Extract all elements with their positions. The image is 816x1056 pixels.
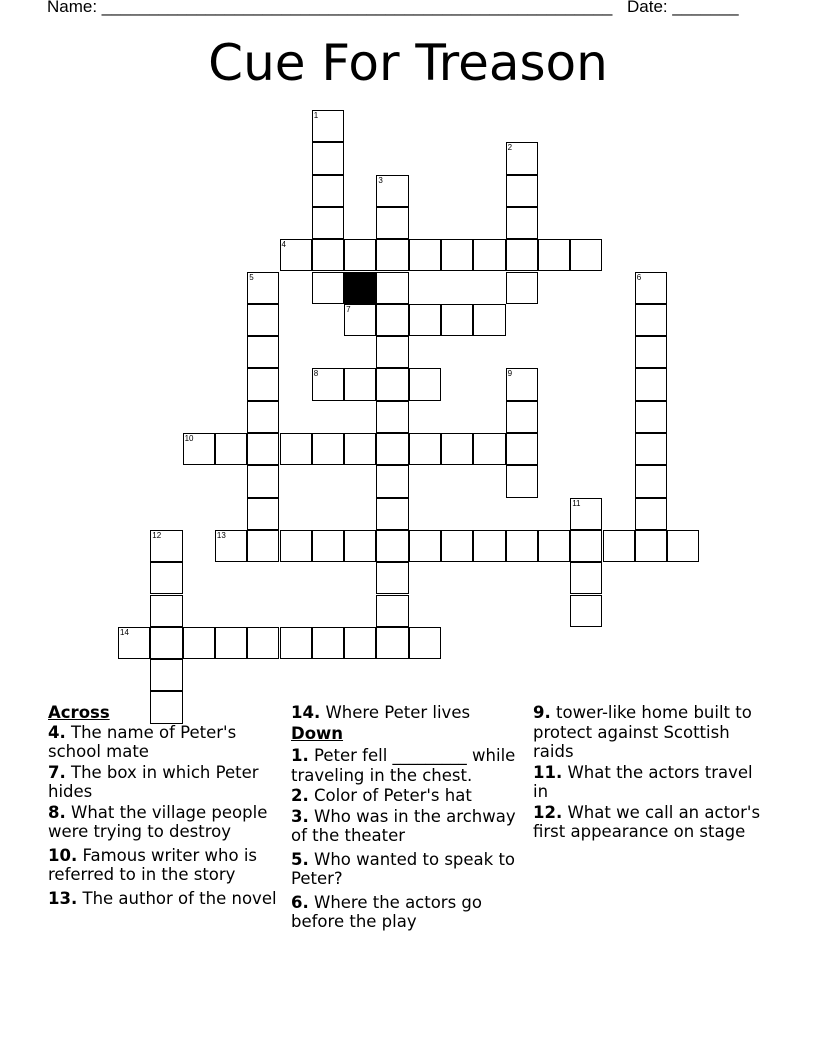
clue-number: 10 [184, 434, 194, 443]
grid-cell[interactable] [538, 530, 570, 562]
grid-cell[interactable] [376, 433, 408, 465]
grid-cell[interactable] [344, 530, 376, 562]
down-heading: Down [291, 723, 344, 743]
grid-cell[interactable] [409, 627, 441, 659]
grid-cell[interactable] [280, 627, 312, 659]
grid-cell[interactable] [183, 433, 215, 465]
grid-cell[interactable] [312, 368, 344, 400]
puzzle-title: Cue For Treason [208, 34, 608, 92]
grid-cell[interactable] [215, 530, 247, 562]
clue-column-3 [533, 703, 765, 843]
grid-cell[interactable] [312, 142, 344, 174]
clue-across-14: 14. Where Peter lives [291, 703, 471, 722]
clue-across-8: 8. What the village people were trying to destroy [48, 802, 268, 841]
grid-cell[interactable] [635, 401, 667, 433]
clue-number: 4 [281, 240, 286, 250]
clue-number: 1 [313, 111, 319, 120]
grid-cell[interactable] [247, 304, 279, 336]
clue-number: 7 [346, 304, 351, 314]
grid-cell[interactable] [344, 368, 376, 400]
grid-cell[interactable] [667, 530, 699, 562]
grid-cell[interactable] [409, 530, 441, 562]
grid-cell[interactable] [118, 627, 150, 659]
date-field-label: Date: _______ [627, 0, 739, 16]
grid-cell[interactable] [570, 530, 602, 562]
grid-cell[interactable] [506, 175, 538, 207]
grid-cell[interactable] [506, 368, 538, 400]
grid-cell[interactable] [247, 272, 279, 304]
grid-cell[interactable] [570, 562, 602, 594]
grid-cell[interactable] [312, 530, 344, 562]
grid-cell[interactable] [215, 433, 247, 465]
clue-across-10: 10. Famous writer who is referred to in the story [48, 845, 258, 884]
grid-cell[interactable] [376, 207, 408, 239]
grid-cell[interactable] [635, 368, 667, 400]
clue-across-7: 7. The box in which Peter hides [48, 762, 259, 801]
clue-down-3: 3. Who was in the archway of the theater [291, 806, 516, 845]
clue-number: 9 [507, 369, 513, 379]
clue-number: 3 [378, 175, 383, 185]
grid-cell[interactable] [376, 627, 408, 659]
clue-down-12: 12. What we call an actor's first appearance on stage [533, 802, 761, 841]
grid-cell[interactable] [441, 530, 473, 562]
grid-cell[interactable] [473, 433, 505, 465]
grid-cell[interactable] [376, 498, 408, 530]
grid-cell[interactable] [635, 433, 667, 465]
grid-cell[interactable] [312, 239, 344, 271]
grid-cell[interactable] [506, 272, 538, 304]
grid-cell[interactable] [570, 498, 602, 530]
grid-cell[interactable] [506, 207, 538, 239]
grid-cell[interactable] [506, 239, 538, 271]
grid-cell[interactable] [409, 304, 441, 336]
grid-cell[interactable] [312, 110, 344, 142]
clue-number: 13 [216, 530, 226, 540]
grid-cell[interactable] [506, 465, 538, 497]
grid-cell[interactable] [441, 239, 473, 271]
clue-number: 6 [636, 272, 642, 282]
grid-cell[interactable] [376, 530, 408, 562]
clue-column-2 [291, 703, 523, 933]
grid-cell[interactable] [473, 304, 505, 336]
grid-cell[interactable] [506, 401, 538, 433]
grid-cell[interactable] [150, 595, 182, 627]
name-field-label: Name: ______________________________________________________ [47, 0, 613, 16]
grid-cell[interactable] [247, 498, 279, 530]
grid-cell[interactable] [344, 239, 376, 271]
clue-number: 12 [152, 530, 162, 540]
grid-cell[interactable] [635, 530, 667, 562]
grid-cell[interactable] [409, 239, 441, 271]
grid-cell[interactable] [215, 627, 247, 659]
grid-cell[interactable] [506, 142, 538, 174]
grid-cell[interactable] [376, 595, 408, 627]
grid-cell[interactable] [312, 272, 344, 304]
grid-cell[interactable] [441, 304, 473, 336]
grid-cell[interactable] [247, 401, 279, 433]
grid-cell[interactable] [150, 530, 182, 562]
grid-cell[interactable] [312, 175, 344, 207]
grid-cell[interactable] [376, 465, 408, 497]
clue-number: 5 [249, 272, 254, 282]
grid-cell[interactable] [635, 336, 667, 368]
grid-cell[interactable] [538, 239, 570, 271]
across-heading: Across [48, 703, 110, 722]
grid-cell[interactable] [473, 530, 505, 562]
grid-cell[interactable] [280, 530, 312, 562]
clue-across-4: 4. The name of Peter's school mate [48, 722, 237, 761]
grid-cell[interactable] [247, 433, 279, 465]
clue-number: 14 [120, 627, 129, 637]
grid-cell[interactable] [635, 304, 667, 336]
grid-cell[interactable] [570, 595, 602, 627]
clue-down-11: 11. What the actors travel in [533, 762, 753, 801]
grid-cell[interactable] [376, 562, 408, 594]
grid-cell[interactable] [280, 239, 312, 271]
grid-cell[interactable] [312, 627, 344, 659]
grid-cell[interactable] [183, 627, 215, 659]
grid-cell[interactable] [344, 627, 376, 659]
grid-cell[interactable] [441, 433, 473, 465]
clue-number: 8 [313, 369, 319, 379]
clue-across-13: 13. The author of the novel [48, 888, 277, 908]
grid-cell[interactable] [603, 530, 635, 562]
grid-cell[interactable] [570, 239, 602, 271]
clue-down-2: 2. Color of Peter's hat [291, 786, 472, 805]
grid-cell[interactable] [247, 336, 279, 368]
grid-cell[interactable] [376, 401, 408, 433]
clue-down-5: 5. Who wanted to speak to Peter? [291, 849, 516, 888]
grid-cell[interactable] [150, 627, 182, 659]
clue-number: 2 [507, 143, 513, 153]
grid-cell[interactable] [376, 239, 408, 271]
grid-cell[interactable] [376, 175, 408, 207]
grid-cell[interactable] [150, 562, 182, 594]
clue-down-9: 9. tower-like home built to protect against Scottish raids [533, 703, 752, 761]
grid-cell[interactable] [635, 272, 667, 304]
grid-cell[interactable] [506, 530, 538, 562]
grid-cell[interactable] [344, 304, 376, 336]
grid-cell[interactable] [312, 207, 344, 239]
grid-cell[interactable] [376, 272, 408, 304]
grid-cell[interactable] [376, 304, 408, 336]
grid-cell[interactable] [150, 659, 182, 691]
grid-cell[interactable] [247, 368, 279, 400]
grid-cell[interactable] [247, 465, 279, 497]
grid-cell[interactable] [247, 627, 279, 659]
grid-cell[interactable] [376, 336, 408, 368]
clue-number: 11 [572, 498, 581, 508]
grid-cell[interactable] [473, 239, 505, 271]
grid-cell[interactable] [247, 530, 279, 562]
grid-cell[interactable] [409, 433, 441, 465]
clue-down-6: 6. Where the actors go before the play [291, 892, 483, 931]
clue-down-1: 1. Peter fell _________ while traveling in the chest. [291, 746, 516, 785]
grid-cell[interactable] [312, 433, 344, 465]
grid-cell[interactable] [635, 498, 667, 530]
grid-cell[interactable] [506, 433, 538, 465]
grid-cell[interactable] [376, 368, 408, 400]
grid-cell[interactable] [280, 433, 312, 465]
clue-column-1 [48, 703, 280, 909]
grid-cell[interactable] [409, 368, 441, 400]
grid-cell[interactable] [635, 465, 667, 497]
black-cell [344, 272, 376, 304]
grid-cell[interactable] [344, 433, 376, 465]
